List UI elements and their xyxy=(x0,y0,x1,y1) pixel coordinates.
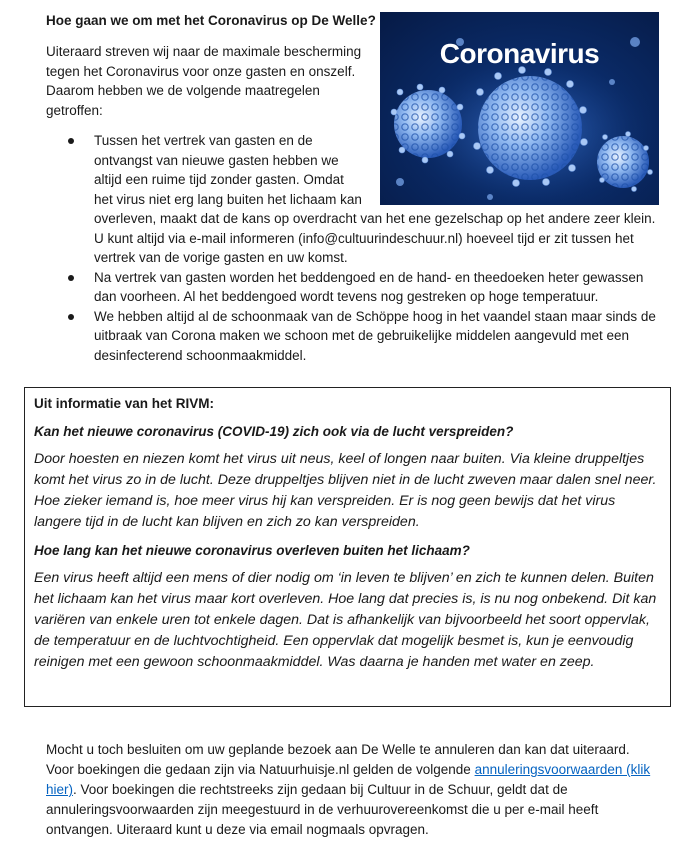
question-survival: Hoe lang kan het nieuwe coronavirus overleven buiten het lichaam? xyxy=(34,543,470,558)
question-air-spread: Kan het nieuwe coronavirus (COVID-19) zich ook via de lucht verspreiden? xyxy=(34,424,514,439)
footer-text: . Voor boekingen die rechtstreeks zijn gedaan bij Cultuur in de Schuur, geldt dat de annuleringsvoorwaarden zijn meegestuurd in de verhuurovereenkomst die u per e-mail heeft ontvangen. Uiteraard kunt u deze via email nogmaals opvragen. xyxy=(46,782,599,837)
intro-paragraph: Uiteraard streven wij naar de maximale bescherming tegen het Coronavirus voor onze gasten en onszelf. Daarom hebben we de volgende maatregelen getroffen: xyxy=(46,44,362,118)
list-item xyxy=(94,131,660,268)
page-heading: Hoe gaan we om met het Coronavirus op De Welle? xyxy=(46,13,376,28)
bullet-icon xyxy=(68,138,74,144)
list-item xyxy=(94,307,660,366)
image-title: Coronavirus xyxy=(439,38,600,69)
list-item-text: Na vertrek van gasten worden het beddengoed en de hand- en theedoeken heter gewassen dan voorheen. Al het beddengoed wordt tevens nog gestreken op hoge temperatuur. xyxy=(94,269,644,304)
cancellation-terms-link[interactable]: annuleringsvoorwaarden (klik hier) xyxy=(46,762,651,797)
list-item-text: overleven, maakt dat de kans op overdracht van het ene gezelschap op het andere zeer klein. U kunt altijd via e-mail informeren (info@cultuurindeschuur.nl) hoeveel tijd er zit tussen het vertrek van de vorige gasten en uw komst. xyxy=(94,211,656,265)
bullet-icon xyxy=(68,314,74,320)
list-item-text: We hebben altijd al de schoonmaak van de Schöppe hoog in het vaandel staan maar sinds de uitbraak van Corona maken we schoon met de gebruikelijke middelen aangevuld met een desinfecterend schoonmaakmiddel. xyxy=(94,308,656,363)
rivm-heading: Uit informatie van het RIVM: xyxy=(34,396,215,411)
answer-survival: Een virus heeft altijd een mens of dier nodig om ‘in leven te blijven’ en zich te kunnen delen. Buiten het lichaam kan het virus maar kort overleven. Hoe lang dat precies is, is nu nog onbekend. Dit kan variëren van enkele uren tot enkele dagen. Dat is afhankelijk van bijvoorbeeld het soort oppervlak, de temperatuur en de luchtvochtigheid. Een oppervlak dat mogelijk besmet is, kun je eenvoudig reinigen met een gewoon schoonmaakmiddel. Was daarna je handen met water en zeep. xyxy=(34,570,657,670)
bullet-icon xyxy=(68,275,74,281)
answer-air-spread: Door hoesten en niezen komt het virus uit neus, keel of longen naar buiten. Via kleine druppeltjes komt het virus zo in de lucht. Deze druppeltjes blijven niet in de lucht zweven maar dalen snel neer. Hoe zieker iemand is, hoe meer virus hij kan verspreiden. Er is nog geen bewijs dat het virus langere tijd in de lucht kan blijven en zich zo kan verspreiden. xyxy=(34,451,657,530)
list-item-text: Tussen het vertrek van gasten en de ontvangst van nieuwe gasten hebben we altijd een ruime tijd zonder gasten. Omdat het virus niet erg lang buiten het lichaam kan xyxy=(94,133,362,207)
measures-list xyxy=(94,131,660,365)
rivm-info-box xyxy=(24,387,671,707)
footer-text: Mocht u toch besluiten om uw geplande bezoek aan De Welle te annuleren dan kan dat uiteraard. Voor boekingen die gedaan zijn via Natuurhuisje.nl gelden de volgende xyxy=(46,742,630,777)
cancellation-paragraph xyxy=(46,740,661,840)
list-item xyxy=(94,268,660,307)
